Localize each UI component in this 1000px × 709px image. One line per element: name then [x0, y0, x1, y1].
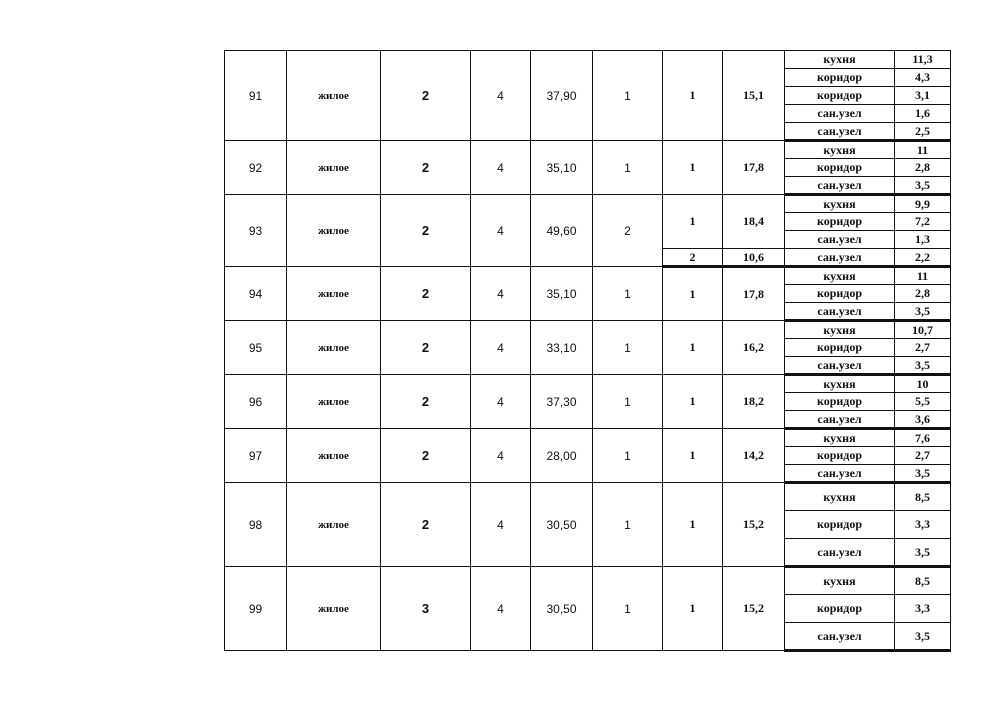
apartment-type: жилое	[287, 267, 381, 321]
living-room-area: 15,1	[723, 51, 785, 141]
table-row	[225, 567, 951, 595]
floor-cell: 3	[381, 567, 471, 651]
column-4-cell: 4	[471, 141, 531, 195]
table-row	[225, 321, 951, 339]
living-room-index: 1	[663, 51, 723, 141]
aux-room-area: 3,5	[895, 357, 951, 375]
apartment-type: жилое	[287, 51, 381, 141]
aux-room-area: 3,5	[895, 303, 951, 321]
aux-room-area: 7,6	[895, 429, 951, 447]
floor-cell: 2	[381, 375, 471, 429]
rooms-count-cell: 1	[593, 375, 663, 429]
aux-room-area: 5,5	[895, 393, 951, 411]
total-area-cell: 30,50	[531, 483, 593, 567]
total-area-cell: 33,10	[531, 321, 593, 375]
apartment-type: жилое	[287, 429, 381, 483]
aux-room-name: сан.узел	[785, 357, 895, 375]
living-room-index: 1	[663, 567, 723, 651]
aux-room-area: 3,5	[895, 465, 951, 483]
floor-cell: 2	[381, 195, 471, 267]
aux-room-name: сан.узел	[785, 303, 895, 321]
aux-room-name: коридор	[785, 447, 895, 465]
aux-room-name: сан.узел	[785, 231, 895, 249]
aux-room-area: 10	[895, 375, 951, 393]
rooms-count-cell: 1	[593, 141, 663, 195]
aux-room-area: 3,6	[895, 411, 951, 429]
apartment-type: жилое	[287, 321, 381, 375]
apartment-number: 93	[225, 195, 287, 267]
apartment-table-sheet	[224, 50, 950, 641]
floor-cell: 2	[381, 321, 471, 375]
living-room-area: 15,2	[723, 483, 785, 567]
aux-room-name: коридор	[785, 159, 895, 177]
aux-room-area: 8,5	[895, 567, 951, 595]
apartment-number: 98	[225, 483, 287, 567]
total-area-cell: 35,10	[531, 141, 593, 195]
aux-room-area: 2,8	[895, 159, 951, 177]
column-4-cell: 4	[471, 51, 531, 141]
column-4-cell: 4	[471, 375, 531, 429]
apartment-number: 94	[225, 267, 287, 321]
apartment-number: 96	[225, 375, 287, 429]
aux-room-name: коридор	[785, 511, 895, 539]
table-row	[225, 483, 951, 511]
total-area-cell: 30,50	[531, 567, 593, 651]
aux-room-area: 3,5	[895, 539, 951, 567]
column-4-cell: 4	[471, 429, 531, 483]
total-area-cell: 28,00	[531, 429, 593, 483]
aux-room-name: кухня	[785, 195, 895, 213]
living-room-index: 1	[663, 267, 723, 321]
table-row	[225, 51, 951, 69]
aux-room-area: 2,7	[895, 447, 951, 465]
aux-room-name: кухня	[785, 267, 895, 285]
living-room-index: 1	[663, 321, 723, 375]
total-area-cell: 37,30	[531, 375, 593, 429]
aux-room-area: 11	[895, 141, 951, 159]
table-row	[225, 141, 951, 159]
aux-room-name: кухня	[785, 321, 895, 339]
apartment-number: 95	[225, 321, 287, 375]
aux-room-name: кухня	[785, 429, 895, 447]
floor-cell: 2	[381, 267, 471, 321]
apartment-table	[224, 50, 951, 652]
rooms-count-cell: 1	[593, 429, 663, 483]
aux-room-name: сан.узел	[785, 539, 895, 567]
aux-room-area: 2,5	[895, 123, 951, 141]
aux-room-name: коридор	[785, 339, 895, 357]
floor-cell: 2	[381, 51, 471, 141]
aux-room-area: 2,7	[895, 339, 951, 357]
aux-room-name: сан.узел	[785, 249, 895, 267]
living-room-area: 17,8	[723, 267, 785, 321]
aux-room-area: 8,5	[895, 483, 951, 511]
aux-room-area: 2,2	[895, 249, 951, 267]
aux-room-area: 4,3	[895, 69, 951, 87]
aux-room-area: 11,3	[895, 51, 951, 69]
living-room-index: 1	[663, 429, 723, 483]
apartment-type: жилое	[287, 141, 381, 195]
aux-room-area: 3,5	[895, 177, 951, 195]
aux-room-name: кухня	[785, 483, 895, 511]
table-row	[225, 375, 951, 393]
living-room-area: 10,6	[723, 249, 785, 267]
aux-room-name: коридор	[785, 595, 895, 623]
floor-cell: 2	[381, 141, 471, 195]
column-4-cell: 4	[471, 267, 531, 321]
table-row	[225, 429, 951, 447]
aux-room-name: сан.узел	[785, 623, 895, 651]
table-row	[225, 267, 951, 285]
living-room-index: 1	[663, 195, 723, 249]
living-room-area: 16,2	[723, 321, 785, 375]
apartment-type: жилое	[287, 567, 381, 651]
aux-room-name: кухня	[785, 567, 895, 595]
column-4-cell: 4	[471, 321, 531, 375]
apartment-type: жилое	[287, 375, 381, 429]
rooms-count-cell: 1	[593, 267, 663, 321]
aux-room-area: 3,3	[895, 595, 951, 623]
column-4-cell: 4	[471, 567, 531, 651]
apartment-number: 97	[225, 429, 287, 483]
aux-room-area: 9,9	[895, 195, 951, 213]
living-room-area: 18,4	[723, 195, 785, 249]
aux-room-area: 2,8	[895, 285, 951, 303]
living-room-area: 15,2	[723, 567, 785, 651]
table-row	[225, 195, 951, 213]
apartment-number: 99	[225, 567, 287, 651]
living-room-index: 1	[663, 141, 723, 195]
living-room-area: 18,2	[723, 375, 785, 429]
aux-room-area: 7,2	[895, 213, 951, 231]
apartment-number: 92	[225, 141, 287, 195]
aux-room-name: кухня	[785, 375, 895, 393]
aux-room-name: сан.узел	[785, 465, 895, 483]
rooms-count-cell: 1	[593, 321, 663, 375]
aux-room-name: сан.узел	[785, 411, 895, 429]
aux-room-name: коридор	[785, 285, 895, 303]
aux-room-area: 3,1	[895, 87, 951, 105]
aux-room-area: 10,7	[895, 321, 951, 339]
apartment-number: 91	[225, 51, 287, 141]
aux-room-name: сан.узел	[785, 177, 895, 195]
aux-room-name: коридор	[785, 69, 895, 87]
aux-room-name: коридор	[785, 87, 895, 105]
aux-room-area: 11	[895, 267, 951, 285]
apartment-type: жилое	[287, 483, 381, 567]
aux-room-name: коридор	[785, 213, 895, 231]
aux-room-area: 3,5	[895, 623, 951, 651]
column-4-cell: 4	[471, 483, 531, 567]
rooms-count-cell: 2	[593, 195, 663, 267]
aux-room-name: кухня	[785, 141, 895, 159]
floor-cell: 2	[381, 483, 471, 567]
living-room-area: 14,2	[723, 429, 785, 483]
living-room-area: 17,8	[723, 141, 785, 195]
aux-room-name: сан.узел	[785, 123, 895, 141]
column-4-cell: 4	[471, 195, 531, 267]
apartment-type: жилое	[287, 195, 381, 267]
total-area-cell: 35,10	[531, 267, 593, 321]
living-room-index: 1	[663, 483, 723, 567]
living-room-index: 1	[663, 375, 723, 429]
rooms-count-cell: 1	[593, 567, 663, 651]
rooms-count-cell: 1	[593, 483, 663, 567]
aux-room-name: сан.узел	[785, 105, 895, 123]
aux-room-area: 1,3	[895, 231, 951, 249]
total-area-cell: 49,60	[531, 195, 593, 267]
total-area-cell: 37,90	[531, 51, 593, 141]
table-body	[225, 51, 951, 651]
floor-cell: 2	[381, 429, 471, 483]
rooms-count-cell: 1	[593, 51, 663, 141]
aux-room-area: 3,3	[895, 511, 951, 539]
aux-room-area: 1,6	[895, 105, 951, 123]
aux-room-name: коридор	[785, 393, 895, 411]
aux-room-name: кухня	[785, 51, 895, 69]
living-room-index: 2	[663, 249, 723, 267]
